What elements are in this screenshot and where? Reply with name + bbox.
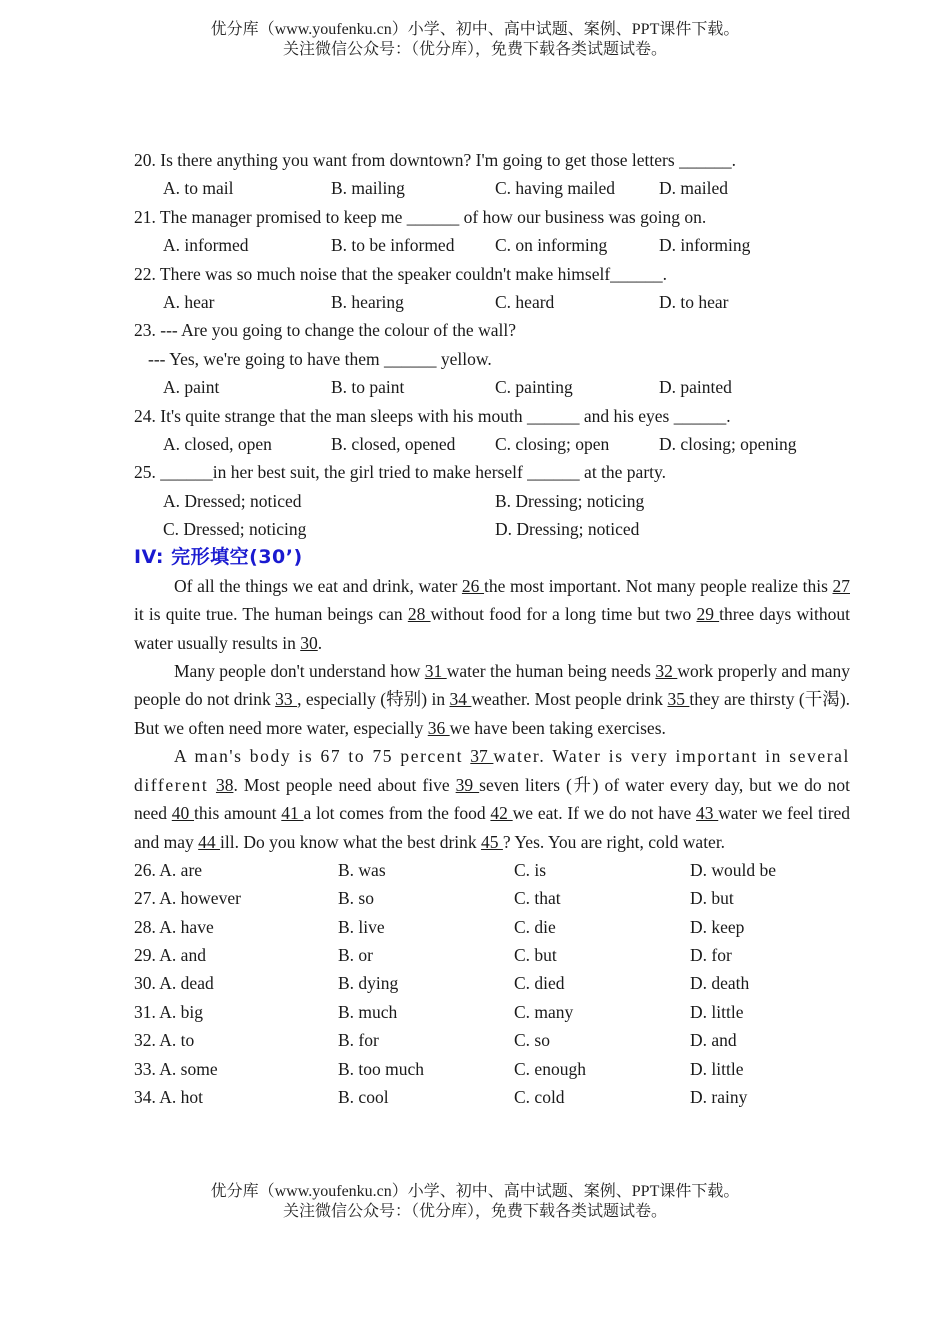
option-d: D. closing; opening: [659, 433, 797, 454]
blank-38: 38: [215, 774, 234, 795]
option-a: A. hear: [163, 291, 215, 312]
option-a: A. to mail: [163, 178, 234, 199]
choice-row-34: [134, 1083, 850, 1111]
option-d: D. mailed: [659, 178, 729, 199]
text: Of all the things we eat and drink, water: [174, 575, 462, 596]
text: we have been taking exercises.: [449, 717, 666, 738]
text: .: [317, 632, 323, 653]
text: three days without water usually results in: [134, 604, 850, 653]
blank-44: 44: [198, 831, 221, 852]
question-25: 25. ______in her best suit, the girl tried to make herself ______ at the party.: [134, 462, 667, 483]
choice-row-33: [134, 1055, 850, 1083]
blank-40: 40: [171, 803, 195, 824]
option-b: B. closed, opened: [331, 433, 456, 454]
blank-41: 41: [281, 803, 304, 824]
question-21: 21. The manager promised to keep me ______ of how our business was going on.: [134, 206, 707, 227]
footer-line-2: 关注微信公众号：（优分库），免费下载各类试题试卷。: [282, 1203, 667, 1220]
choice-row-26: [134, 856, 850, 884]
option-a: A. Dressed; noticed: [163, 490, 302, 511]
option-a: A. closed, open: [163, 433, 272, 454]
blank-29: 29: [696, 604, 720, 625]
text: we eat. If we do not have: [512, 803, 696, 824]
choice-b: B. so: [338, 888, 374, 909]
option-c: C. painting: [495, 377, 573, 398]
choice-a: 29. A. and: [134, 945, 206, 966]
choice-b: B. live: [338, 916, 385, 937]
text: Many people don't understand how: [174, 661, 425, 682]
text: the most important. Not many people realize this: [484, 575, 833, 596]
choice-a: 30. A. dead: [134, 973, 214, 994]
header-line-2: 关注微信公众号：（优分库），免费下载各类试题试卷。: [282, 41, 667, 58]
option-d: D. painted: [659, 377, 732, 398]
passage-paragraph-3: [134, 742, 850, 856]
option-a: A. informed: [163, 235, 249, 256]
options-22: [134, 288, 850, 316]
choice-a: 31. A. big: [134, 1001, 204, 1022]
blank-26: 26: [461, 575, 485, 596]
option-b: B. to paint: [331, 377, 405, 398]
blank-27: 27: [832, 575, 850, 596]
question-23: 23. --- Are you going to change the colour of the wall?: [134, 320, 516, 341]
options-23: [134, 373, 850, 401]
choice-d: D. keep: [690, 916, 745, 937]
choice-c: C. many: [514, 1001, 574, 1022]
choice-row-32: [134, 1026, 850, 1054]
blank-28: 28: [407, 604, 431, 625]
text: without food for a long time but two: [430, 604, 697, 625]
blank-30: 30: [300, 632, 318, 653]
choice-a: 33. A. some: [134, 1058, 218, 1079]
exam-content: [134, 146, 850, 1111]
choice-a: 27. A. however: [134, 888, 241, 909]
blank-42: 42: [490, 803, 513, 824]
option-b: B. hearing: [331, 291, 404, 312]
options-25-ab: [134, 487, 850, 515]
choice-b: B. or: [338, 945, 373, 966]
blank-31: 31: [424, 661, 447, 682]
choice-d: D. death: [690, 973, 750, 994]
blank-32: 32: [655, 661, 678, 682]
choice-row-31: [134, 998, 850, 1026]
choice-d: D. and: [690, 1030, 737, 1051]
blank-35: 35: [667, 689, 690, 710]
option-d: D. to hear: [659, 291, 729, 312]
header-line-1: 优分库（www.youfenku.cn）小学、初中、高中试题、案例、PPT课件下载。: [210, 21, 740, 38]
page-header: [0, 20, 950, 60]
choice-d: D. rainy: [690, 1087, 748, 1108]
choice-a: 32. A. to: [134, 1030, 195, 1051]
option-c: C. heard: [495, 291, 555, 312]
text: ? Yes. You are right, cold water.: [502, 831, 726, 852]
choice-c: C. cold: [514, 1087, 565, 1108]
question-22: 22. There was so much noise that the speaker couldn't make himself______.: [134, 263, 668, 284]
choice-c: C. but: [514, 945, 557, 966]
blank-43: 43: [696, 803, 719, 824]
choice-d: D. little: [690, 1001, 744, 1022]
text: . Most people need about five: [233, 774, 456, 795]
choice-c: C. died: [514, 973, 565, 994]
text: this amount: [194, 803, 282, 824]
option-b: B. to be informed: [331, 235, 455, 256]
text: water the human being needs: [446, 661, 656, 682]
option-b: B. Dressing; noticing: [495, 490, 645, 511]
text: water. Water is very important in several different: [134, 746, 851, 795]
choice-row-28: [134, 913, 850, 941]
blank-36: 36: [427, 717, 450, 738]
text: it is quite true. The human beings can: [134, 604, 408, 625]
option-c: C. having mailed: [495, 178, 616, 199]
choice-d: D. for: [690, 945, 732, 966]
choice-b: B. cool: [338, 1087, 389, 1108]
question-24: 24. It's quite strange that the man sleeps with his mouth ______ and his eyes ______.: [134, 405, 731, 426]
option-c: C. Dressed; noticing: [163, 519, 307, 540]
option-c: C. closing; open: [495, 433, 610, 454]
choice-b: B. for: [338, 1030, 379, 1051]
text: seven liters (升) of water every day, but we do not need: [134, 774, 850, 824]
choice-d: D. but: [690, 888, 734, 909]
choice-c: C. so: [514, 1030, 550, 1051]
choice-c: C. is: [514, 859, 547, 880]
choice-b: B. too much: [338, 1058, 425, 1079]
choice-a: 26. A. are: [134, 859, 203, 880]
option-b: B. mailing: [331, 178, 405, 199]
question-23-reply: --- Yes, we're going to have them ______ yellow.: [148, 348, 492, 369]
choice-c: C. enough: [514, 1058, 586, 1079]
choice-c: C. that: [514, 888, 561, 909]
text: work properly and many people do not drink: [134, 661, 850, 710]
choice-a: 28. A. have: [134, 916, 214, 937]
choice-b: B. was: [338, 859, 386, 880]
blank-34: 34: [449, 689, 472, 710]
choice-b: B. much: [338, 1001, 398, 1022]
choice-row-29: [134, 941, 850, 969]
text: water we feel tired and may: [134, 803, 851, 852]
blank-33: 33: [275, 689, 298, 710]
option-a: A. paint: [163, 377, 220, 398]
text: they are thirsty (干渴). But we often need more water, especially: [134, 689, 851, 738]
text: a lot comes from the food: [303, 803, 491, 824]
choice-a: 34. A. hot: [134, 1087, 204, 1108]
text: , especially (特别) in: [297, 689, 450, 710]
blank-37: 37: [470, 746, 494, 767]
section-title: IV: 完形填空(30’): [134, 546, 303, 569]
text: weather. Most people drink: [471, 689, 668, 710]
options-21: [134, 231, 850, 259]
footer-line-1: 优分库（www.youfenku.cn）小学、初中、高中试题、案例、PPT课件下载。: [210, 1183, 740, 1200]
choice-d: D. little: [690, 1058, 744, 1079]
passage-paragraph-1: [134, 572, 850, 657]
option-d: D. informing: [659, 235, 751, 256]
blank-45: 45: [481, 831, 503, 852]
text: A man's body is 67 to 75 percent: [174, 746, 471, 767]
choice-c: C. die: [514, 916, 556, 937]
options-20: [134, 174, 850, 202]
option-c: C. on informing: [495, 235, 608, 256]
page-footer: [0, 1182, 950, 1222]
choice-row-30: [134, 969, 850, 997]
choice-d: D. would be: [690, 859, 777, 880]
choice-b: B. dying: [338, 973, 399, 994]
question-20: 20. Is there anything you want from downtown? I'm going to get those letters ______.: [134, 150, 736, 170]
option-d: D. Dressing; noticed: [495, 519, 640, 540]
blank-39: 39: [455, 774, 480, 795]
options-25-cd: [134, 515, 850, 543]
text: ill. Do you know what the best drink: [220, 831, 482, 852]
options-24: [134, 430, 850, 458]
choice-row-27: [134, 884, 850, 912]
passage-paragraph-2: [134, 657, 850, 742]
